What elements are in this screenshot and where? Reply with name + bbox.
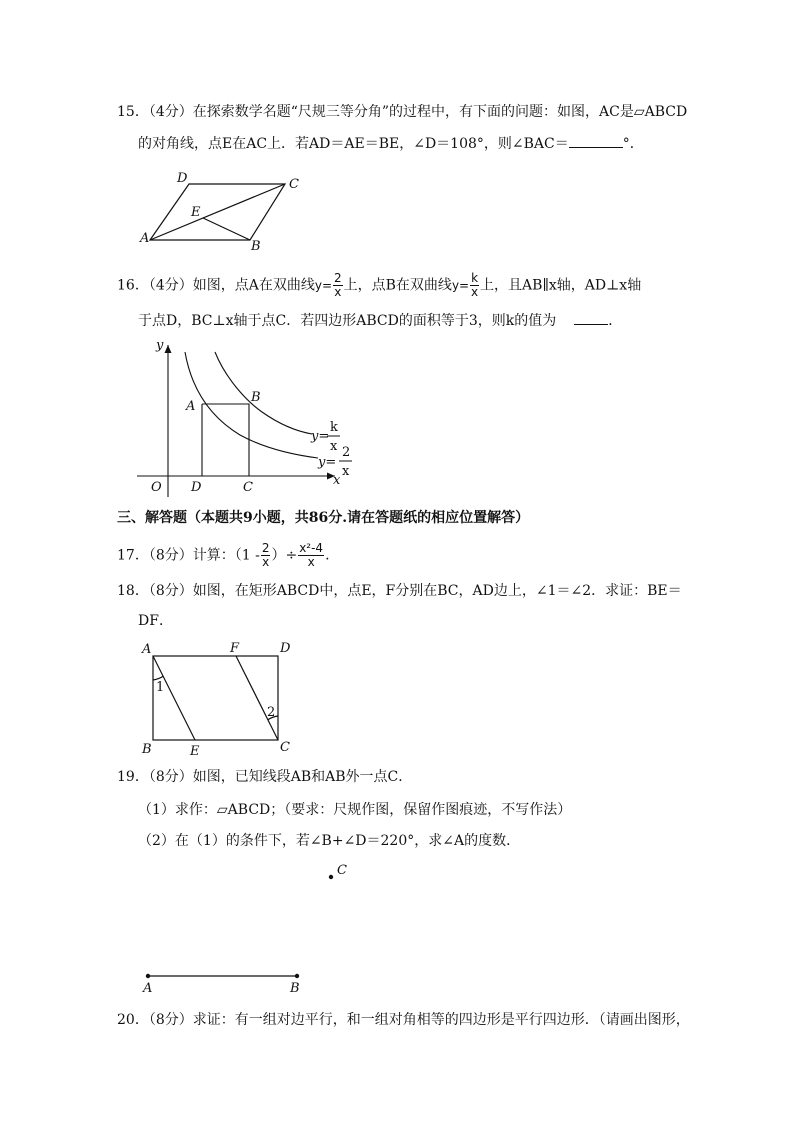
label-a: A <box>140 231 150 246</box>
point-a <box>146 974 150 978</box>
label-x-axis: x <box>333 473 341 488</box>
label-c: C <box>289 177 299 192</box>
label-o: O <box>151 480 162 495</box>
label-a: A <box>186 399 196 414</box>
svg-text:x: x <box>342 464 350 479</box>
label-angle-2: 2 <box>267 705 276 720</box>
label-e: E <box>191 205 201 220</box>
q17-line: 17．（8分）计算：（1 - $\frac{2}{x}$ ）÷ $\frac{\text{x²-4}}{x}$ . <box>117 541 330 569</box>
label-a: A <box>142 642 152 657</box>
label-e: E <box>190 744 200 759</box>
q20-line1: 20．（8分）求证：有一组对边平行，和一组对角相等的四边形是平行四边形．（请画出图形， <box>117 1012 690 1028</box>
svg-text:k: k <box>330 420 338 435</box>
label-angle-1: 1 <box>156 680 165 695</box>
label-y-axis: y <box>156 338 164 353</box>
label-b: B <box>251 239 261 254</box>
q18-line1: 18．（8分）如图，在矩形ABCD中，点E，F分别在BC，AD边上，∠1＝∠2．求证：BE＝ <box>117 583 682 599</box>
svg-text:x: x <box>330 439 338 454</box>
point-b <box>295 974 299 978</box>
label-f: F <box>230 641 240 656</box>
label-c: C <box>280 740 290 755</box>
q15-line2: 的对角线，点E在AC上．若AD＝AE＝BE，∠D＝108°，则∠BAC＝ °． <box>138 136 644 152</box>
label-c: C <box>337 863 347 878</box>
point-c <box>329 875 333 879</box>
q19-line2: （1）求作：▱ABCD；（要求：尺规作图，保留作图痕迹，不写作法） <box>138 802 572 818</box>
q19-line1: 19．（8分）如图，已知线段AB和AB外一点C． <box>117 769 413 785</box>
section-3-heading: 三、解答题（本题共9小题，共86分.请在答题纸的相应位置解答） <box>117 510 530 526</box>
q19-line3: （2）在（1）的条件下，若∠B+∠D＝220°，求∠A的度数． <box>138 833 521 849</box>
svg-text:y=: y= <box>318 455 337 470</box>
svg-text:y=: y= <box>311 429 330 444</box>
q16-line1: 16．（4分）如图，点A在双曲线y= $\frac{2}{x}$ 上，点B在双曲线y= $\frac{k}{x}$ 上，且AB∥x轴，AD⊥x轴 <box>117 271 642 299</box>
q18-line2: DF． <box>138 613 173 629</box>
label-b: B <box>142 742 152 757</box>
label-d: D <box>280 641 291 656</box>
label-b: B <box>290 981 300 996</box>
label-b: B <box>251 390 261 405</box>
q15-line1: 15．（4分）在探索数学名题“尺规三等分角”的过程中，有下面的问题：如图，AC是▱ABCD <box>117 104 688 120</box>
label-a: A <box>143 981 153 996</box>
label-d: D <box>191 480 202 495</box>
label-d: D <box>177 171 188 186</box>
label-c: C <box>243 480 253 495</box>
q16-line2: 于点D，BC⊥x轴于点C．若四边形ABCD的面积等于3，则k的值为 ． <box>138 313 623 329</box>
svg-text:2: 2 <box>342 445 351 460</box>
